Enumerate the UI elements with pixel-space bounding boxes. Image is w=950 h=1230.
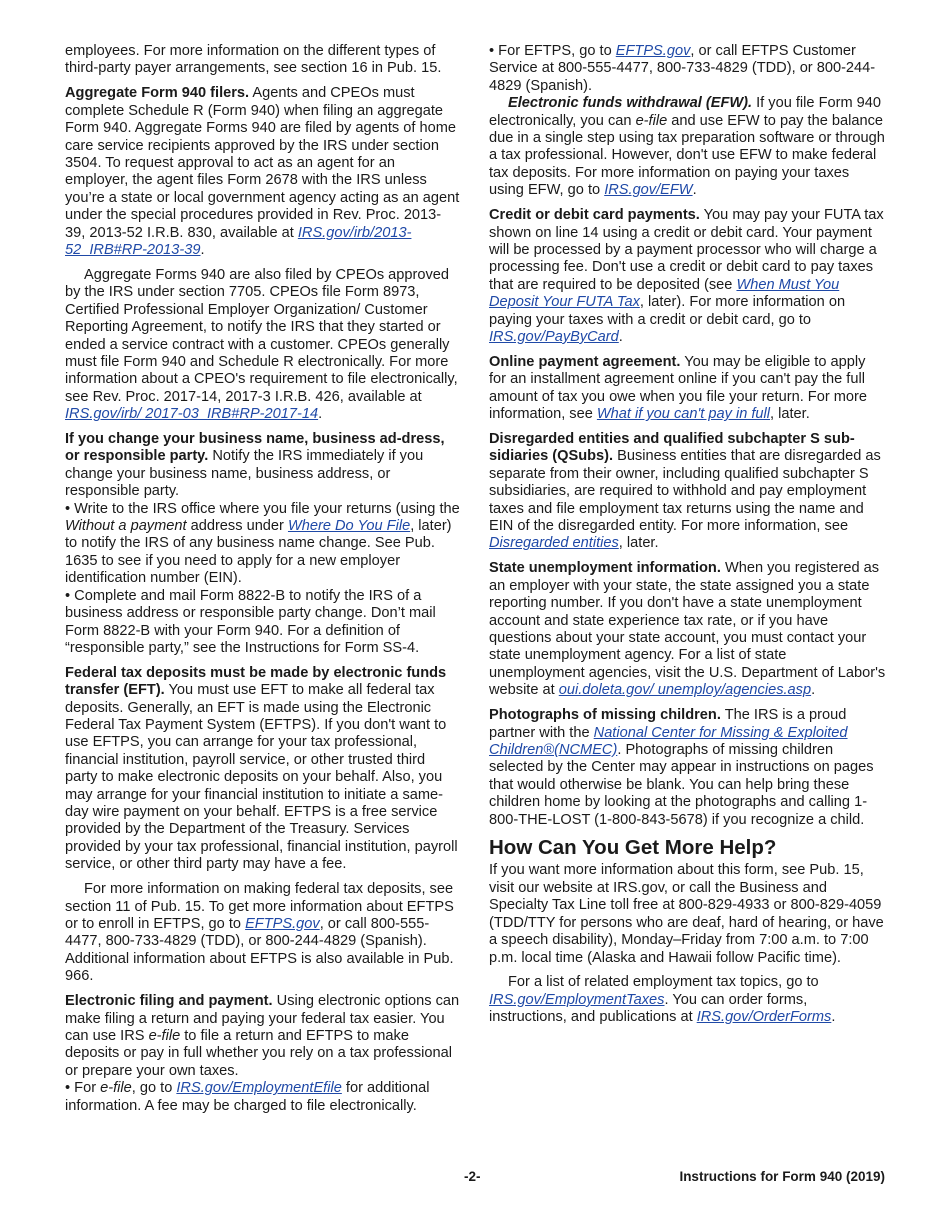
paragraph-online-payment xyxy=(489,354,886,424)
text: • Complete and mail Form 8822-B to notify the IRS of a business address or responsible party change. Don’t mail Form 8822-B with your Form 940. For a definition of “responsible party,” see the Instructions for Form SS-4. xyxy=(65,587,436,656)
paragraph-deposits-info xyxy=(65,881,461,985)
link-paybycard[interactable]: IRS.gov/PayByCard xyxy=(489,329,619,345)
subheading: Online payment agreement. xyxy=(489,353,681,370)
text: If you file Form 940 electronically, you can xyxy=(489,95,882,129)
text: For a list of related employment tax topics, go to xyxy=(508,974,819,991)
link-employment-taxes[interactable]: IRS.gov/EmploymentTaxes xyxy=(489,991,665,1008)
paragraph-aggregate-filers xyxy=(65,85,461,259)
text: You may pay your FUTA tax shown on line 14 using a credit or debit card. Your payment will be processed by a payment processor who will charge a processing fee. Don't use a credit or debit card to pay taxes that are required to be deposited (see xyxy=(489,207,884,293)
page-number: -2- xyxy=(464,1169,481,1184)
bullet-form-8822b xyxy=(65,588,461,658)
text: • For xyxy=(65,1080,101,1097)
text: address under xyxy=(186,518,288,535)
link-eftps[interactable]: EFTPS.gov xyxy=(615,43,691,59)
paragraph-disregarded-entities xyxy=(489,431,886,553)
paragraph-efw xyxy=(489,95,886,199)
text: and use EFW to pay the balance due in a single step using tax preparation software or through a tax professional. However, don't use EFW to make federal tax deposits. For more information on paying your taxes using EFW, go to xyxy=(489,112,885,199)
paragraph-more-help xyxy=(489,862,886,966)
emphasis: Without a payment xyxy=(65,518,187,535)
text: . xyxy=(318,406,323,423)
text: for additional information. A fee may be charged to file electronically. xyxy=(65,1080,430,1114)
text: , or call 800-555-4477, 800-733-4829 (TDD), or 800-244-4829 (Spanish). Additional information about EFTPS is also available in Pub. 966. xyxy=(65,916,454,985)
text: employees. For more information on the different types of third-party payer arrangements, see section 16 in Pub. 15. xyxy=(65,43,442,77)
text: If you want more information about this form, see Pub. 15, visit our website at IRS.gov, or call the Business and Specialty Tax Line toll free at 800-829-4933 or 800-829-4059 (TDD/TTY for persons who are deaf, hard of hearing, or have a speech disability), Monday–Friday from 7:00 a.m. to 7:00 p.m. local time (Alaska and Hawaii follow Pacific time). xyxy=(489,862,884,966)
paragraph-change-name xyxy=(65,431,461,501)
subheading: Disregarded entities and qualified subchapter S sub-sidiaries (QSubs). xyxy=(489,431,855,465)
section-heading-more-help: How Can You Get More Help? xyxy=(489,836,777,860)
subheading: State unemployment information. xyxy=(489,560,721,577)
text: . xyxy=(200,241,205,258)
paragraph-related-topics xyxy=(489,974,886,1026)
text: , later). For more information on paying your taxes with a credit or debit card, go to xyxy=(489,294,846,328)
text: to file a return and EFTPS to make deposits or pay in full whether you rely on a tax professional or prepare your own taxes. xyxy=(65,1027,452,1079)
text: . You can order forms, instructions, and publications at xyxy=(489,991,808,1026)
paragraph-card-payments xyxy=(489,207,886,346)
text: . xyxy=(618,329,623,345)
text: . xyxy=(692,182,697,199)
link-disregarded-entities[interactable]: Disregarded entities xyxy=(489,535,619,552)
link-rp-2017-14[interactable]: IRS.gov/irb/ 2017-03_IRB#RP-2017-14 xyxy=(65,406,319,423)
text: . Photographs of missing children selected by the Center may appear in instructions on pages that would otherwise be blank. You can help bring these children home by looking at the photographs and calling 1-800-THE-LOST (1-800-843-5678) if you recognize a child. xyxy=(489,741,874,828)
text: • For EFTPS, go to xyxy=(489,43,616,59)
right-column xyxy=(489,43,886,1034)
subheading: If you change your business name, business ad-dress, or responsible party. xyxy=(65,431,445,465)
text: Aggregate Forms 940 are also filed by CPEOs approved by the IRS under section 7705. CPEOs file Form 8973, Certified Professional Employer Organization/ Customer Reporting Agreement, to notify the IRS that they started or ended a service contract with a customer. CPEOs generally must file Form 940 and Schedule R electronically. For more information about a CPEO's requirement to file electronically, see Rev. Proc. 2017-14, 2017-3 I.R.B. 426, available at xyxy=(65,266,458,405)
subheading: Federal tax deposits must be made by electronic funds transfer (EFT). xyxy=(65,664,447,699)
emphasis: e-file xyxy=(635,112,668,129)
text: , later. xyxy=(618,535,659,552)
paragraph-state-unemployment xyxy=(489,560,886,699)
text: Agents and CPEOs must complete Schedule R (Form 940) when filing an aggregate Form 940. Aggregate Forms 940 are filed by agents of home care service recipients approved by the IRS under section 3504. To request approval to act as an agent for an employer, the agent files Form 2678 with the IRS unless you’re a state or local government agency acting as an agent under the special procedures provided in Rev. Proc. 2013-39, 2013-52 I.R.B. 830, available at xyxy=(65,85,460,241)
text: , later. xyxy=(770,406,810,423)
subheading: Credit or debit card payments. xyxy=(489,207,700,224)
subheading: Photographs of missing children. xyxy=(489,707,721,724)
link-order-forms[interactable]: IRS.gov/OrderForms xyxy=(696,1009,832,1026)
text: When you registered as an employer with your state, the state assigned you a state reporting number. If you don't have a state unemployment account and state experience tax rate, or if you have questions about your state account, you must contact your state unemployment agency. For a list of state unemployment agencies, visit the U.S. Department of Labor's website at xyxy=(489,560,886,699)
text: You must use EFT to make all federal tax deposits. Generally, an EFT is made using the Electronic Federal Tax Payment System (EFTPS). If you don't want to use EFTPS, you can arrange for your tax professional, financial institution, payroll service, or other trusted third party to make electronic deposits on your behalf. Also, you may arrange for your financial institution to initiate a same-day wire payment on your behalf. EFTPS is a free service provided by the Department of the Treasury. Services provided by your tax professional, financial institution, payroll service, or other third party may have a fee. xyxy=(65,682,458,873)
link-when-must-you-deposit[interactable]: When Must You Deposit Your FUTA Tax xyxy=(489,276,840,311)
bullet-write-irs xyxy=(65,501,461,588)
text: You may be eligible to apply for an installment agreement online if you can't pay the full amount of tax you owe when you file your return. For more information, see xyxy=(489,353,867,423)
bullet-eftps xyxy=(489,43,886,95)
subheading: Electronic funds withdrawal (EFW). xyxy=(508,95,753,112)
link-efw[interactable]: IRS.gov/EFW xyxy=(604,182,693,199)
document-title: Instructions for Form 940 (2019) xyxy=(679,1169,885,1184)
emphasis: e-file xyxy=(148,1027,181,1044)
subheading: Aggregate Form 940 filers. xyxy=(65,85,250,102)
text: , or call EFTPS Customer Service at 800-555-4477, 800-733-4829 (TDD), or 800-244-4829 (Spanish). xyxy=(489,43,876,94)
text: Business entities that are disregarded as separate from their owner, including qualified subchapter S subsidiaries, are required to withhold and pay employment taxes and file employment tax returns using the name and EIN of the disregarded entity. For more information, see xyxy=(489,448,881,535)
link-where-do-you-file[interactable]: Where Do You File xyxy=(287,518,411,535)
paragraph-cpeo xyxy=(65,267,461,424)
paragraph-missing-children xyxy=(489,707,886,829)
link-doleta[interactable]: oui.doleta.gov/ unemploy/agencies.asp xyxy=(558,682,812,699)
text: . xyxy=(811,682,816,699)
left-column xyxy=(65,43,461,1115)
paragraph-third-party xyxy=(65,43,461,78)
text: The IRS is a proud partner with the xyxy=(489,707,847,741)
bullet-efile xyxy=(65,1080,461,1115)
link-rp-2013-39[interactable]: IRS.gov/irb/2013-52_IRB#RP-2013-39 xyxy=(65,224,412,258)
emphasis: e-file xyxy=(100,1080,132,1097)
text: , go to xyxy=(131,1080,177,1097)
text: • Write to the IRS office where you file your returns (using the xyxy=(65,500,460,517)
text: Notify the IRS immediately if you change your business name, business address, or responsible party. xyxy=(65,448,424,500)
text: For more information on making federal tax deposits, see section 11 of Pub. 15. To get more information about EFTPS or to enroll in EFTPS, go to xyxy=(65,881,454,932)
paragraph-eft xyxy=(65,665,461,874)
link-cant-pay-in-full[interactable]: What if you can't pay in full xyxy=(596,406,771,423)
text: Using electronic options can make filing a return and paying your federal tax easier. You can use IRS xyxy=(65,993,460,1044)
text: . xyxy=(831,1009,836,1026)
link-employment-efile[interactable]: IRS.gov/EmploymentEfile xyxy=(176,1080,342,1097)
subheading: Electronic filing and payment. xyxy=(65,993,273,1010)
paragraph-electronic-filing xyxy=(65,993,461,1080)
link-eftps[interactable]: EFTPS.gov xyxy=(245,916,320,932)
link-ncmec[interactable]: National Center for Missing & Exploited Children®(NCMEC) xyxy=(489,724,848,758)
text: , later) to notify the IRS of any business name change. See Pub. 1635 to see if you need to apply for a new employer identification number (EIN). xyxy=(65,518,452,587)
